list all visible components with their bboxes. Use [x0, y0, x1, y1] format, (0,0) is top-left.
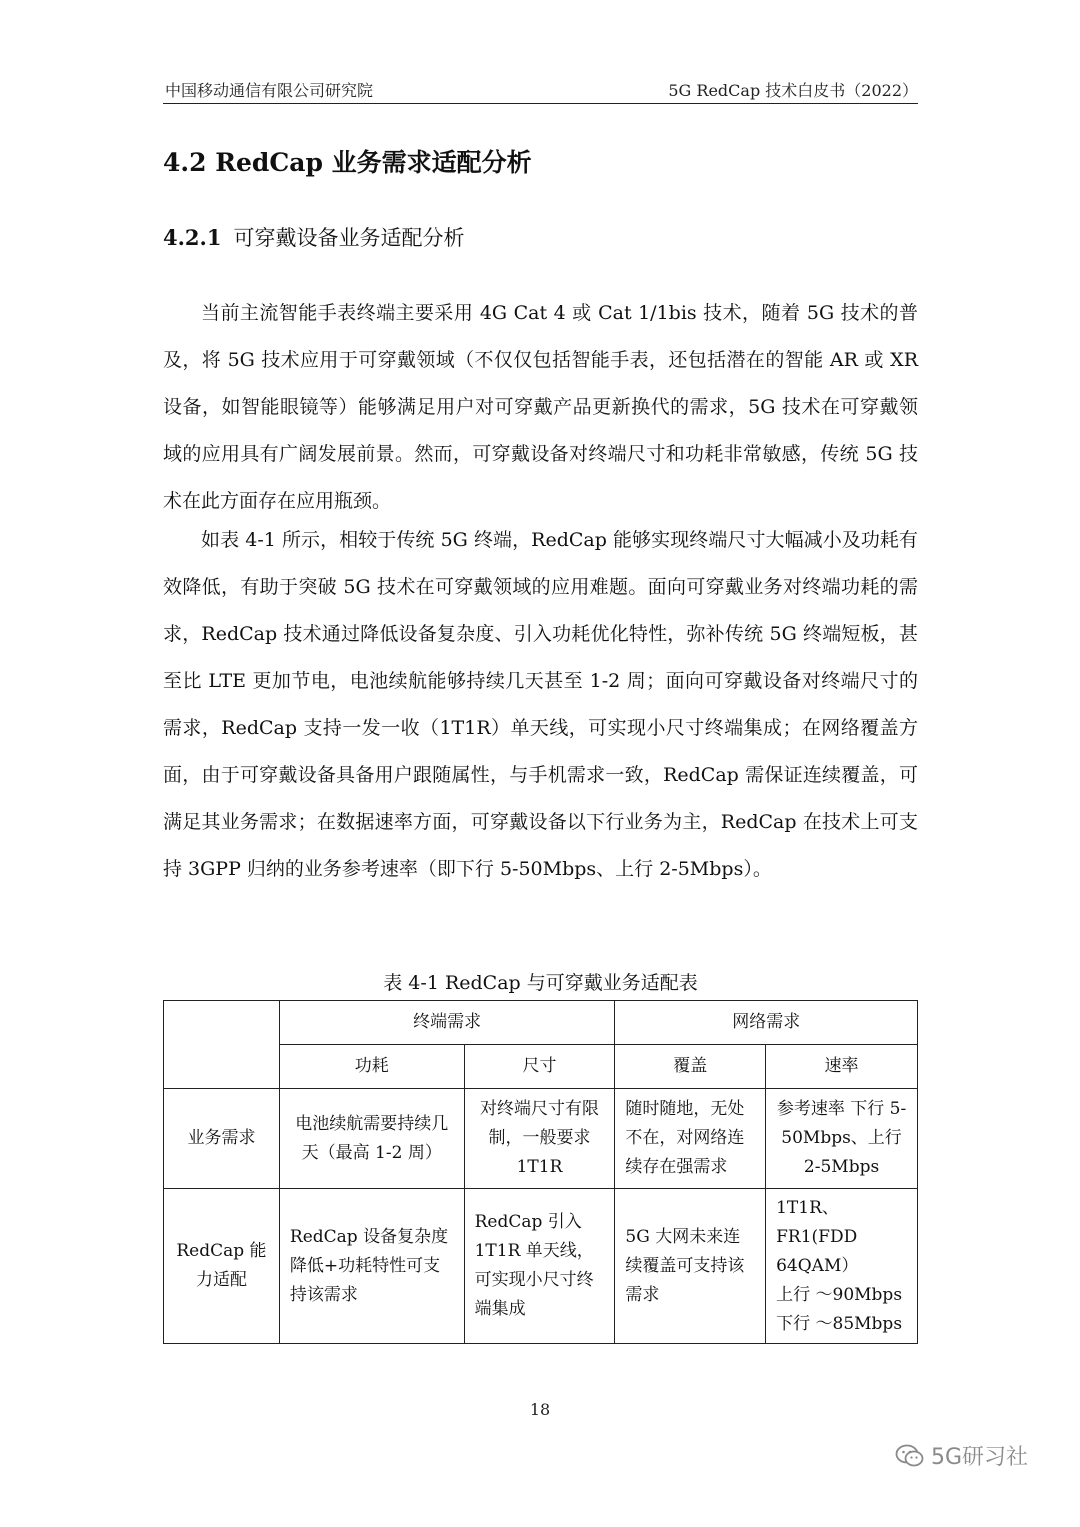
table-cell: RedCap 引入 1T1R 单天线，可实现小尺寸终端集成 [464, 1189, 615, 1344]
group-header-network: 网络需求 [615, 1001, 918, 1045]
subsection-number: 4.2.1 [163, 225, 222, 250]
row-label: RedCap 能力适配 [164, 1189, 280, 1344]
table-cell: 对终端尺寸有限制，一般要求 1T1R [464, 1089, 615, 1189]
watermark-text: 5G研习社 [931, 1445, 1029, 1470]
header-divider [163, 103, 918, 104]
group-header-terminal: 终端需求 [279, 1001, 615, 1045]
table-corner-cell [164, 1001, 280, 1089]
table-cell: 参考速率 下行 5-50Mbps、上行 2-5Mbps [766, 1089, 918, 1189]
header-organization: 中国移动通信有限公司研究院 [165, 81, 374, 100]
subsection-title-text: 可穿戴设备业务适配分析 [233, 226, 465, 250]
cell-line: 上行 ～90Mbps [776, 1284, 903, 1305]
wechat-icon [895, 1443, 925, 1469]
watermark [895, 1440, 1028, 1471]
table-cell: 电池续航需要持续几天（最高 1-2 周） [279, 1089, 464, 1189]
subsection-title [163, 222, 464, 252]
cell-line: 1T1R、 [776, 1197, 839, 1218]
row-label: 业务需求 [164, 1089, 280, 1189]
table-cell: 随时随地，无处不在，对网络连续存在强需求 [615, 1089, 766, 1189]
table-cell: 5G 大网未来连续覆盖可支持该需求 [615, 1189, 766, 1344]
adaptation-table [163, 1000, 918, 1344]
section-title: 4.2 RedCap 业务需求适配分析 [163, 148, 532, 177]
cell-line: 下行 ～85Mbps [776, 1313, 903, 1334]
column-header: 功耗 [279, 1045, 464, 1089]
table-row [164, 1189, 918, 1344]
table-row [164, 1089, 918, 1189]
table-cell: RedCap 设备复杂度降低+功耗特性可支持该需求 [279, 1189, 464, 1344]
paragraph-block-1 [163, 290, 918, 525]
cell-line: 64QAM） [776, 1255, 859, 1276]
cell-line: FR1(FDD [776, 1226, 858, 1247]
paragraph: 如表 4-1 所示，相较于传统 5G 终端，RedCap 能够实现终端尺寸大幅减小及功耗有效降低，有助于突破 5G 技术在可穿戴领域的应用难题。面向可穿戴业务对终端功耗的需求，RedCap 技术通过降低设备复杂度、引入功耗优化特性，弥补传统 5G 终端短板，甚至比 LTE 更加节电，电池续航能够持续几天甚至 1-2 周；面向可穿戴设备对终端尺寸的需求，RedCap 支持一发一收（1T1R）单天线，可实现小尺寸终端集成；在网络覆盖方面，由于可穿戴设备具备用户跟随属性，与手机需求一致，RedCap 需保证连续覆盖，可满足其业务需求；在数据速率方面，可穿戴设备以下行业务为主，RedCap 在技术上可支持 3GPP 归纳的业务参考速率（即下行 5-50Mbps、上行 2-5Mbps）。 [163, 529, 918, 880]
paragraph-block-2 [163, 517, 918, 893]
table-cell [766, 1189, 918, 1344]
column-header: 覆盖 [615, 1045, 766, 1089]
column-header: 速率 [766, 1045, 918, 1089]
page-number: 18 [529, 1400, 551, 1419]
table-group-header-row [164, 1001, 918, 1045]
table-caption: 表 4-1 RedCap 与可穿戴业务适配表 [383, 972, 698, 994]
paragraph: 当前主流智能手表终端主要采用 4G Cat 4 或 Cat 1/1bis 技术，随着 5G 技术的普及，将 5G 技术应用于可穿戴领域（不仅仅包括智能手表，还包括潜在的智能 AR 或 XR 设备，如智能眼镜等）能够满足用户对可穿戴产品更新换代的需求，5G 技术在可穿戴领域的应用具有广阔发展前景。然而，可穿戴设备对终端尺寸和功耗非常敏感，传统 5G 技术在此方面存在应用瓶颈。 [163, 302, 918, 512]
header-document-title: 5G RedCap 技术白皮书（2022） [668, 81, 918, 100]
column-header: 尺寸 [464, 1045, 615, 1089]
